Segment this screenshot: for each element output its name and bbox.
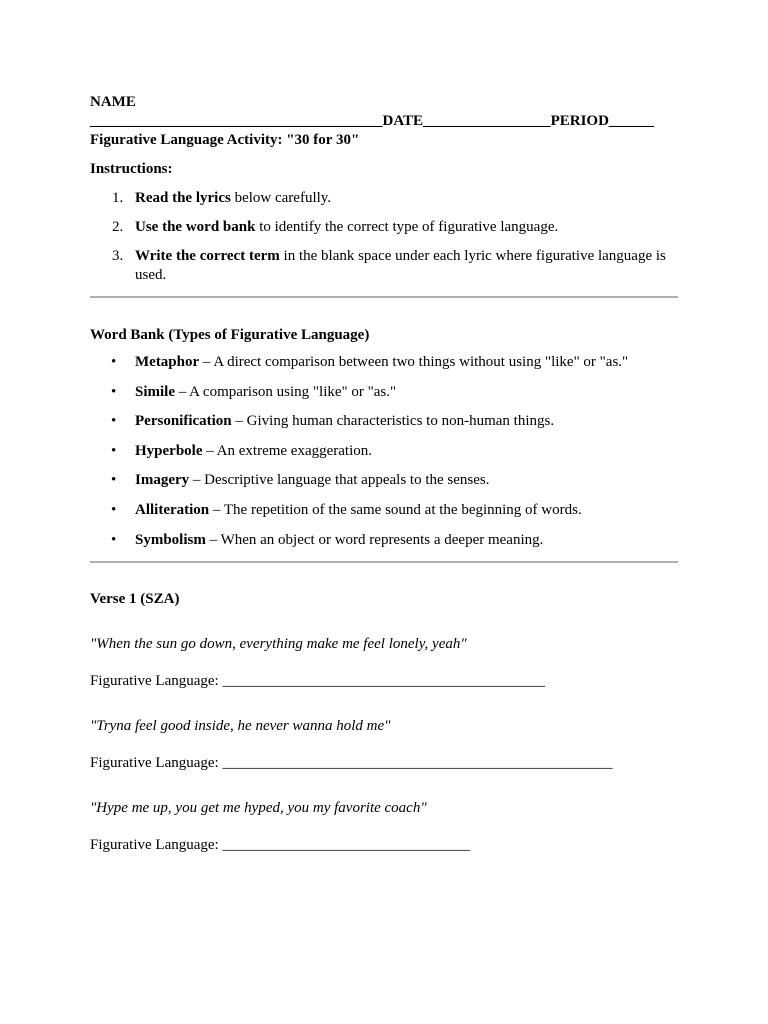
bullet-icon: • [111,442,117,459]
step-text: in the blank space under each lyric where figurative language is used. [135,248,666,283]
answer-label: Figurative Language: [90,754,223,771]
bullet-icon: • [111,413,117,430]
answer-line [90,836,678,855]
answer-blank[interactable]: ____________________________________________________ [222,754,613,771]
bullet-icon: • [111,531,117,548]
bullet-icon: • [111,501,117,518]
date-label: DATE [382,113,424,129]
term: Alliteration [135,501,210,518]
name-date-period-line [90,112,678,131]
period-blank[interactable]: ______ [608,113,654,129]
word-bank-list [90,353,678,550]
answer-line [90,672,678,691]
step-text: below carefully. [230,190,332,206]
instruction-step [112,189,678,208]
term: Metaphor [135,354,200,370]
instructions-list [90,189,678,285]
word-bank-item [111,471,678,490]
word-bank-item [111,412,678,431]
answer-blank[interactable]: ___________________________________________ [222,672,545,689]
instruction-step [112,247,678,285]
bullet-icon: • [111,354,117,370]
word-bank-item [111,383,678,402]
answer-blank[interactable]: _________________________________ [222,836,470,853]
lyric-line: "Hype me up, you get me hyped, you my favorite coach" [90,799,427,816]
step-bold: Read the lyrics [135,190,231,206]
definition: – A comparison using "like" or "as." [175,383,397,400]
step-bold: Write the correct term [135,248,280,264]
instruction-step [112,218,678,237]
page-title: Figurative Language Activity: "30 for 30" [90,132,360,148]
term: Imagery [135,472,190,489]
section-divider [90,296,678,298]
step-number: 1. [112,190,124,206]
answer-label: Figurative Language: [90,672,223,689]
lyric-line: "Tryna feel good inside, he never wanna hold me" [90,717,391,734]
term: Simile [135,383,175,400]
step-number: 3. [112,248,124,264]
term: Personification [135,413,232,430]
definition: – The repetition of the same sound at the beginning of words. [209,501,582,518]
definition: – Descriptive language that appeals to the senses. [189,472,490,489]
date-blank[interactable]: _________________ [423,113,551,129]
period-label: PERIOD [550,113,609,129]
word-bank-item [111,501,678,520]
step-text: to identify the correct type of figurative language. [255,219,559,235]
definition: – Giving human characteristics to non-human things. [231,413,555,430]
name-label: NAME [90,94,136,110]
term: Symbolism [135,531,206,548]
instructions-heading: Instructions: [90,161,173,177]
step-bold: Use the word bank [135,219,256,235]
word-bank-heading: Word Bank (Types of Figurative Language) [90,327,370,343]
bullet-icon: • [111,383,117,400]
word-bank-item [111,531,678,550]
section-divider [90,561,678,563]
word-bank-item [111,442,678,461]
definition: – A direct comparison between two things without using "like" or "as." [199,354,629,370]
worksheet-page [90,93,678,855]
answer-line [90,754,678,773]
verse-heading: Verse 1 (SZA) [90,590,180,607]
answer-label: Figurative Language: [90,836,223,853]
term: Hyperbole [135,442,203,459]
definition: – When an object or word represents a deeper meaning. [205,531,544,548]
definition: – An extreme exaggeration. [202,442,373,459]
lyric-line: "When the sun go down, everything make me feel lonely, yeah" [90,635,467,652]
name-blank[interactable]: _______________________________________ [90,113,383,129]
word-bank-item [111,353,678,372]
bullet-icon: • [111,472,117,489]
step-number: 2. [112,219,124,235]
